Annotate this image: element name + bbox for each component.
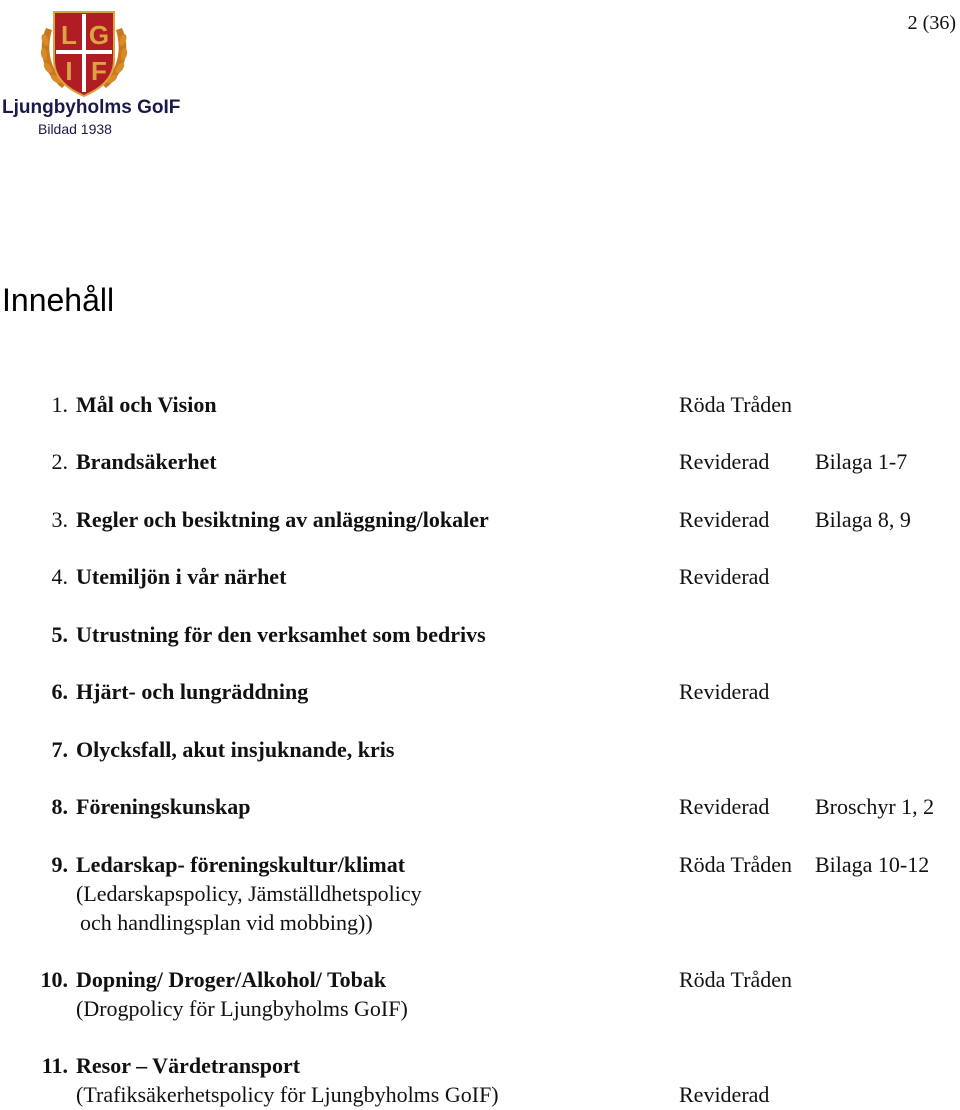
toc-subtitle: (Trafiksäkerhetspolicy för Ljungbyholms GoIF) <box>76 1082 499 1107</box>
toc-title: Resor – Värdetransport <box>76 1053 301 1078</box>
toc-attachment: Bilaga 8, 9 <box>815 507 911 532</box>
toc-item-subtext <box>0 879 960 909</box>
svg-text:I: I <box>65 56 73 86</box>
svg-text:L: L <box>61 20 77 50</box>
toc-status: Röda Tråden <box>679 392 793 417</box>
toc-title: Brandsäkerhet <box>76 449 217 474</box>
toc-title: Olycksfall, akut insjuknande, kris <box>76 737 395 762</box>
toc-number: 5. <box>51 622 68 647</box>
club-logo <box>36 8 132 98</box>
toc-title: Ledarskap- föreningskultur/klimat <box>76 852 406 877</box>
toc-subtitle: (Ledarskapspolicy, Jämställdhetspolicy <box>76 881 422 906</box>
toc-item <box>0 677 960 707</box>
toc-item <box>0 850 960 880</box>
toc-number: 11. <box>41 1053 68 1078</box>
club-founded: Bildad 1938 <box>38 121 112 137</box>
toc-item <box>0 505 960 535</box>
toc-item-subtext <box>0 994 960 1024</box>
page-title: Innehåll <box>2 282 115 318</box>
toc-number: 10. <box>40 967 68 992</box>
toc-item <box>0 792 960 822</box>
toc-title: Dopning/ Droger/Alkohol/ Tobak <box>76 967 387 992</box>
toc-number: 6. <box>51 679 68 704</box>
toc-attachment: Bilaga 10-12 <box>815 852 930 877</box>
toc-attachment: Broschyr 1, 2 <box>815 794 935 819</box>
toc-status: Reviderad <box>679 564 770 589</box>
toc-number: 3. <box>51 507 68 532</box>
toc-title: Mål och Vision <box>76 392 217 417</box>
toc-item-subtext <box>0 1080 960 1110</box>
toc-number: 7. <box>51 737 68 762</box>
toc-item <box>0 735 960 765</box>
toc-title: Utemiljön i vår närhet <box>76 564 287 589</box>
toc-item <box>0 620 960 650</box>
toc-subtitle: och handlingsplan vid mobbing)) <box>80 910 373 935</box>
toc-title: Hjärt- och lungräddning <box>76 679 309 704</box>
toc-number: 4. <box>51 564 68 589</box>
toc-status: Reviderad <box>679 794 770 819</box>
toc-status: Reviderad <box>679 507 770 532</box>
toc-status: Reviderad <box>679 449 770 474</box>
toc-item <box>0 562 960 592</box>
toc-status: Röda Tråden <box>679 967 793 992</box>
toc-subtitle: (Drogpolicy för Ljungbyholms GoIF) <box>76 996 408 1021</box>
toc-status: Reviderad <box>679 679 770 704</box>
toc-status: Röda Tråden <box>679 852 793 877</box>
toc-attachment: Bilaga 1-7 <box>815 449 908 474</box>
toc-item <box>0 965 960 995</box>
club-name: Ljungbyholms GoIF <box>2 97 181 118</box>
svg-text:F: F <box>91 56 107 86</box>
toc-item <box>0 447 960 477</box>
toc-number: 9. <box>51 852 68 877</box>
toc-item <box>0 1051 960 1081</box>
svg-text:G: G <box>88 20 110 50</box>
toc-status: Reviderad <box>679 1082 770 1107</box>
toc-item <box>0 390 960 420</box>
page-number: 2 (36) <box>907 12 956 34</box>
toc-number: 1. <box>51 392 68 417</box>
toc-title: Föreningskunskap <box>76 794 251 819</box>
toc-title: Regler och besiktning av anläggning/lokaler <box>76 507 489 532</box>
toc-number: 8. <box>51 794 68 819</box>
toc-item-subtext <box>0 908 960 938</box>
toc-number: 2. <box>51 449 68 474</box>
toc-title: Utrustning för den verksamhet som bedrivs <box>76 622 486 647</box>
